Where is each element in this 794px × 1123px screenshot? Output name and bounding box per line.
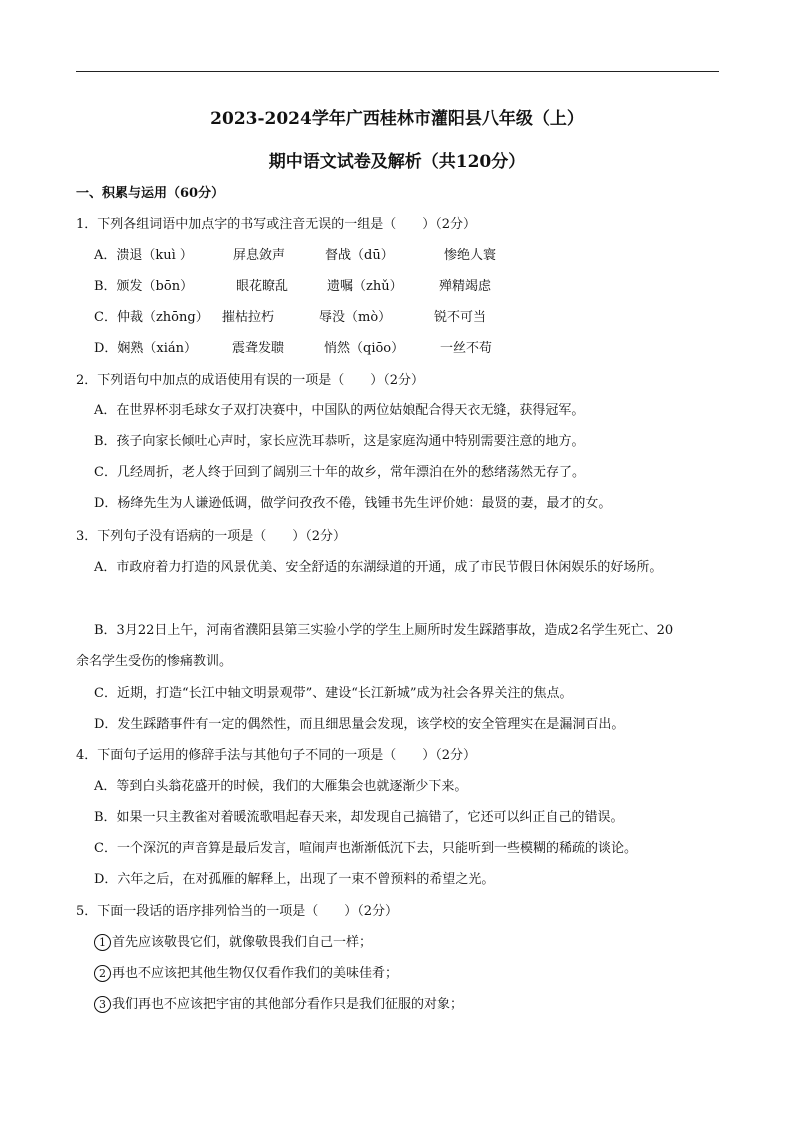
q1-c-term3: 辱没（mò） xyxy=(319,310,392,325)
q5-item-2-text: 再也不应该把其他生物仅仅看作我们的美味佳肴； xyxy=(112,966,399,981)
page-title: 2023-2024学年广西桂林市灌阳县八年级（上） xyxy=(210,109,584,129)
q4-option-a: A．等到白头翁花盛开的时候，我们的大雁集会也就逐渐少下来。 xyxy=(94,779,468,794)
q1-a-term3: 督战（dū） xyxy=(325,248,394,263)
q3-option-b-line1: B．3月22日上午，河南省濮阳县第三实验小学的学生上厕所时发生踩踏事故，造成2名学生死亡、20 xyxy=(94,623,674,638)
section-heading: 一、积累与运用（60分） xyxy=(76,186,225,201)
question-4-stem: 4．下面句子运用的修辞手法与其他句子不同的一项是（ ）（2分） xyxy=(76,748,477,763)
q2-option-a: A．在世界杯羽毛球女子双打决赛中，中国队的两位姑娘配合得天衣无缝，获得冠军。 xyxy=(94,403,585,418)
q3-option-c: C．近期，打造“长江中轴文明景观带”、建设“长江新城”成为社会各界关注的焦点。 xyxy=(94,686,573,701)
q1-d-term4: 一丝不苟 xyxy=(440,341,493,356)
q2-option-d: D．杨绛先生为人谦逊低调，做学问孜孜不倦，钱锺书先生评价她：最贤的妻，最才的女。 xyxy=(94,496,612,511)
question-2-stem: 2．下列语句中加点的成语使用有误的一项是（ ）（2分） xyxy=(76,373,425,388)
q4-option-d: D．六年之后，在对孤雁的解释上，出现了一束不曾预料的希望之光。 xyxy=(94,872,495,887)
q5-item-2 xyxy=(94,964,398,984)
q1-c-term4: 锐不可当 xyxy=(434,310,487,325)
circled-number-2: 2 xyxy=(94,965,111,982)
circled-number-1: 1 xyxy=(94,934,111,951)
page-subtitle: 期中语文试卷及解析（共120分） xyxy=(268,152,526,172)
q3-option-b-line2: 余名学生受伤的惨痛教训。 xyxy=(76,654,233,669)
q5-item-1-text: 首先应该敬畏它们，就像敬畏我们自己一样； xyxy=(112,935,373,950)
q5-item-3-text: 我们再也不应该把宇宙的其他部分看作只是我们征服的对象； xyxy=(112,997,464,1012)
q1-d-term2: 震聋发聩 xyxy=(232,341,285,356)
q1-d-term1: D．娴熟（xián） xyxy=(94,341,198,356)
q1-b-term4: 殚精竭虑 xyxy=(439,279,492,294)
q1-b-term2: 眼花瞭乱 xyxy=(236,279,289,294)
circled-number-3: 3 xyxy=(94,996,111,1013)
q1-b-term3: 遗嘱（zhǔ） xyxy=(327,279,403,294)
q2-option-b: B．孩子向家长倾吐心声时，家长应洗耳恭听，这是家庭沟通中特别需要注意的地方。 xyxy=(94,434,585,449)
q5-item-3 xyxy=(94,995,463,1015)
question-1-stem: 1．下列各组词语中加点字的书写或注音无误的一组是（ ）（2分） xyxy=(76,217,477,232)
question-3-stem: 3．下列句子没有语病的一项是（ ）（2分） xyxy=(76,529,347,544)
header-rule xyxy=(76,71,719,72)
q1-c-term1: C．仲裁（zhōng） xyxy=(94,310,209,325)
q4-option-c: C．一个深沉的声音算是最后发言，喧闹声也渐渐低沉下去，只能听到一些模糊的稀疏的谈论。 xyxy=(94,841,637,856)
q1-c-term2: 摧枯拉朽 xyxy=(222,310,275,325)
q1-a-term4: 惨绝人寰 xyxy=(444,248,497,263)
q3-option-d: D．发生踩踏事件有一定的偶然性，而且细思量会发现，该学校的安全管理实在是漏洞百出。 xyxy=(94,717,625,732)
q4-option-b: B．如果一只主教雀对着暖流歌唱起春天来，却发现自己搞错了，它还可以纠正自己的错误。 xyxy=(94,810,624,825)
q1-a-term1: A．溃退（kuì ） xyxy=(94,248,193,263)
q3-option-a: A．市政府着力打造的风景优美、安全舒适的东湖绿道的开通，成了市民节假日休闲娱乐的好场所。 xyxy=(94,560,663,575)
q2-option-c: C．几经周折，老人终于回到了阔别三十年的故乡，常年漂泊在外的愁绪荡然无存了。 xyxy=(94,465,585,480)
q1-d-term3: 悄然（qiōo） xyxy=(324,341,405,356)
q1-a-term2: 屏息敛声 xyxy=(233,248,286,263)
q1-b-term1: B．颁发（bōn） xyxy=(94,279,194,294)
q5-item-1 xyxy=(94,933,372,953)
question-5-stem: 5．下面一段话的语序排列恰当的一项是（ ）（2分） xyxy=(76,904,399,919)
